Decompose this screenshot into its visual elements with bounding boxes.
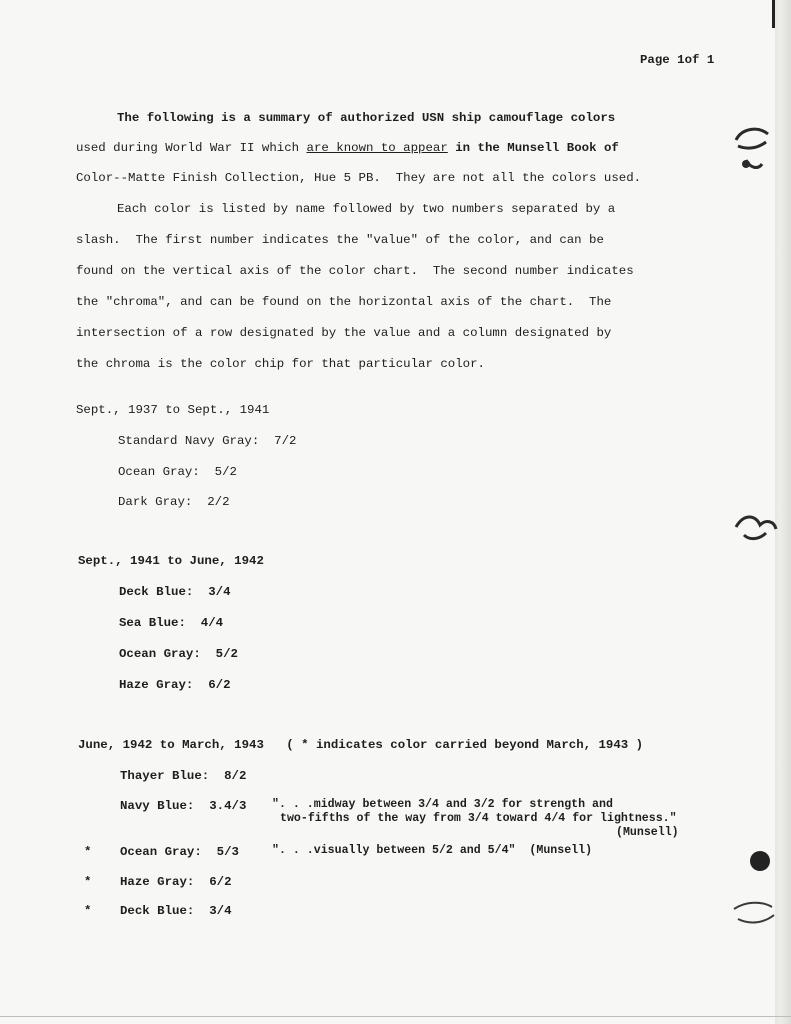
- color-value: 3/4: [209, 904, 232, 918]
- carried-marker: *: [84, 904, 92, 918]
- color-value: 6/2: [209, 875, 232, 889]
- color-name: Thayer Blue:: [120, 769, 210, 783]
- page-number: Page 1of 1: [640, 53, 715, 67]
- intro-line-3: Color--Matte Finish Collection, Hue 5 PB. They are not all the colors used.: [76, 171, 642, 185]
- color-value: 6/2: [208, 678, 231, 692]
- color-value: 8/2: [224, 769, 247, 783]
- section-3-dates: June, 1942 to March, 1943: [78, 738, 264, 752]
- color-value: 2/2: [207, 495, 230, 509]
- color-name: Dark Gray:: [118, 495, 193, 509]
- color-name: Standard Navy Gray:: [118, 434, 260, 448]
- page-edge-mark: [772, 0, 775, 28]
- color-name: Sea Blue:: [119, 616, 186, 630]
- color-entry: [120, 874, 232, 890]
- carried-marker: *: [84, 875, 92, 889]
- intro-line-4: Each color is listed by name followed by two numbers separated by a: [117, 202, 616, 216]
- color-entry: [120, 844, 239, 860]
- color-value: 3.4/3: [209, 799, 247, 813]
- color-name: Ocean Gray:: [119, 647, 201, 661]
- color-name: Ocean Gray:: [120, 845, 202, 859]
- color-value: 4/4: [200, 616, 224, 630]
- color-value: 5/2: [215, 647, 238, 661]
- color-entry: [119, 584, 231, 600]
- navy-blue-note-source: (Munsell): [616, 826, 679, 839]
- color-entry: [119, 615, 223, 631]
- intro-line-8: intersection of a row designated by the value and a column designated by: [76, 326, 612, 340]
- page-bottom-edge: [0, 1016, 791, 1017]
- color-value: 3/4: [208, 585, 231, 599]
- color-entry: [119, 677, 231, 693]
- navy-blue-note-line-1: ". . .midway between 3/4 and 3/2 for strength and: [272, 798, 613, 811]
- navy-blue-note-line-2: two-fifths of the way from 3/4 toward 4/4 for lightness.": [280, 812, 677, 825]
- color-entry: [118, 464, 237, 480]
- intro-underlined-phrase: are known to appear: [306, 141, 448, 155]
- intro-line-5: slash. The first number indicates the "value" of the color, and can be: [76, 233, 604, 247]
- color-value: 5/3: [216, 845, 239, 859]
- intro-line-6: found on the vertical axis of the color chart. The second number indicates: [76, 264, 634, 278]
- color-name: Haze Gray:: [120, 875, 195, 889]
- punch-hole-mark-dot: [740, 845, 780, 881]
- color-entry: [118, 433, 296, 449]
- punch-hole-mark-top: [728, 120, 778, 180]
- color-name: Ocean Gray:: [118, 465, 200, 479]
- color-entry: [118, 494, 230, 510]
- punch-hole-mark-middle: [730, 505, 780, 545]
- color-entry: [120, 903, 232, 919]
- ocean-gray-note: ". . .visually between 5/2 and 5/4" (Munsell): [272, 844, 593, 857]
- carried-marker: *: [84, 845, 92, 859]
- color-name: Navy Blue:: [120, 799, 195, 813]
- section-3-title: [78, 737, 643, 753]
- intro-line-7: the "chroma", and can be found on the horizontal axis of the chart. The: [76, 295, 612, 309]
- color-entry: [120, 768, 246, 784]
- section-2-title: Sept., 1941 to June, 1942: [78, 554, 264, 568]
- color-name: Deck Blue:: [120, 904, 195, 918]
- intro-line-1: The following is a summary of authorized USN ship camouflage colors: [117, 111, 616, 125]
- section-3-note: ( * indicates color carried beyond March, 1943 ): [286, 738, 644, 752]
- intro-line-2: [76, 140, 619, 156]
- intro-line-2-end: in the Munsell Book of: [447, 141, 619, 155]
- color-value: 7/2: [274, 434, 297, 448]
- color-entry: [120, 798, 246, 814]
- punch-hole-mark-bottom: [728, 895, 780, 931]
- section-1-title: Sept., 1937 to Sept., 1941: [76, 403, 270, 417]
- color-name: Deck Blue:: [119, 585, 194, 599]
- intro-line-9: the chroma is the color chip for that particular color.: [76, 357, 485, 371]
- color-value: 5/2: [214, 465, 237, 479]
- intro-line-2-start: used during World War II which: [76, 141, 307, 155]
- color-name: Haze Gray:: [119, 678, 194, 692]
- color-entry: [119, 646, 238, 662]
